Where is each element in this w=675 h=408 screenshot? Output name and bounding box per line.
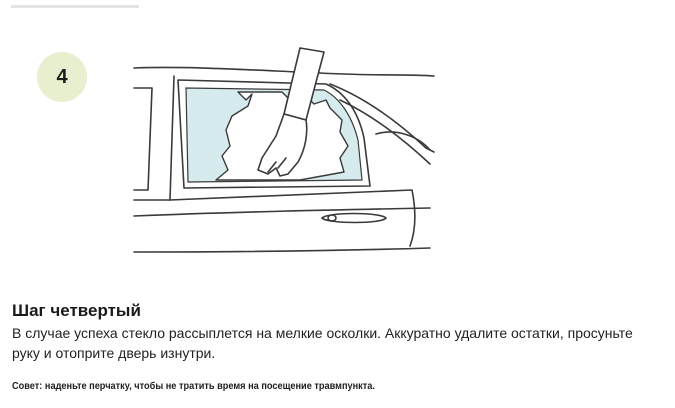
step-title: Шаг четвертый (12, 301, 141, 320)
body-crease-line (134, 208, 430, 216)
top-divider (11, 5, 139, 8)
car-roof-line (134, 67, 434, 76)
car-window-illustration (130, 40, 440, 265)
b-pillar (170, 76, 174, 200)
rear-window-frame (134, 88, 152, 190)
step-tip: Совет: наденьте перчатку, чтобы не тратить время на посещение травмпункта. (12, 381, 375, 392)
step-number: 4 (56, 65, 68, 88)
step-number-badge (37, 52, 87, 102)
step-description: В случае успеха стекло рассыплется на мелкие осколки. Аккуратно удалите остатки, просуньте руку и отоприте дверь изнутри. (12, 325, 633, 361)
door-outline (170, 190, 415, 246)
